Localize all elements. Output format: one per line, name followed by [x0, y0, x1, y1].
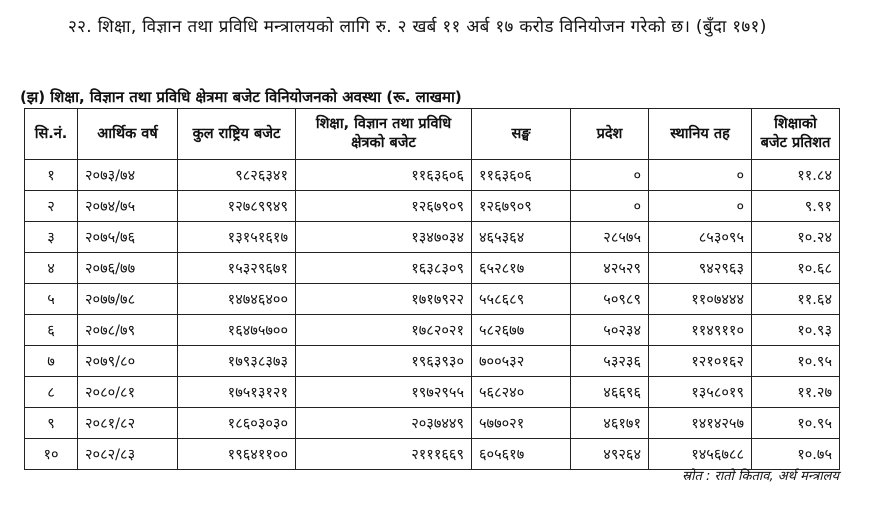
- table-cell: २०७८/७९: [78, 315, 178, 346]
- table-cell: ०: [571, 160, 649, 191]
- column-header: स्थानिय तह: [649, 109, 752, 160]
- table-cell: ६: [25, 315, 78, 346]
- table-cell: १३५८०१९: [649, 377, 752, 408]
- table-cell: १: [25, 160, 78, 191]
- table-cell: १२६७९०९: [472, 191, 571, 222]
- table-cell: १२६७९०९: [296, 191, 472, 222]
- table-cell: १७९३८३७३: [178, 346, 296, 377]
- table-row: [25, 284, 840, 315]
- table-cell: २०७४/७५: [78, 191, 178, 222]
- table-cell: १९७२९५५: [296, 377, 472, 408]
- table-cell: २०८०/८१: [78, 377, 178, 408]
- table-cell: ०: [571, 191, 649, 222]
- table-cell: १२१०१६२: [649, 346, 752, 377]
- table-cell: ६०५६१७: [472, 439, 571, 470]
- table-cell: ०: [649, 160, 752, 191]
- table-cell: ५३२३६: [571, 346, 649, 377]
- table-cell: ४६५३६४: [472, 222, 571, 253]
- table-cell: १०.६८: [752, 253, 840, 284]
- table-cell: ४९२६४: [571, 439, 649, 470]
- budget-allocation-table: [24, 108, 840, 470]
- table-cell: ५५८६८९: [472, 284, 571, 315]
- column-header: शिक्षाको बजेट प्रतिशत: [752, 109, 840, 160]
- table-cell: २०७९/८०: [78, 346, 178, 377]
- table-cell: १९६३९३०: [296, 346, 472, 377]
- table-cell: १०.२४: [752, 222, 840, 253]
- table-cell: ४२५२९: [571, 253, 649, 284]
- column-header: कुल राष्ट्रिय बजेट: [178, 109, 296, 160]
- table-cell: १६३८३०९: [296, 253, 472, 284]
- table-cell: २०८१/८२: [78, 408, 178, 439]
- table-row: [25, 346, 840, 377]
- table-cell: ४६१७१: [571, 408, 649, 439]
- table-cell: ११.६४: [752, 284, 840, 315]
- column-header: आर्थिक वर्ष: [78, 109, 178, 160]
- table-cell: ४६६९६: [571, 377, 649, 408]
- table-cell: २८५७५: [571, 222, 649, 253]
- table-cell: ७००५३२: [472, 346, 571, 377]
- table-row: [25, 439, 840, 470]
- table-cell: ५०२३४: [571, 315, 649, 346]
- table-cell: ५६८२४०: [472, 377, 571, 408]
- intro-paragraph: २२. शिक्षा, विज्ञान तथा प्रविधि मन्त्रालयको लागि रु. २ खर्ब ११ अर्ब १७ करोड विनियोजन गरेको छ। (बुँदा १७१): [68, 17, 767, 37]
- table-cell: ०: [649, 191, 752, 222]
- table-body: [25, 160, 840, 470]
- table-cell: ७: [25, 346, 78, 377]
- table-cell: १९६४११००: [178, 439, 296, 470]
- table-cell: १०: [25, 439, 78, 470]
- table-cell: २०८२/८३: [78, 439, 178, 470]
- table-cell: १०.९३: [752, 315, 840, 346]
- table-cell: ४: [25, 253, 78, 284]
- table-cell: ११.२७: [752, 377, 840, 408]
- table-cell: ११६३६०६: [472, 160, 571, 191]
- table-cell: ८: [25, 377, 78, 408]
- table-cell: १७८२०२१: [296, 315, 472, 346]
- column-header: सि.नं.: [25, 109, 78, 160]
- table-cell: २०७७/७८: [78, 284, 178, 315]
- table-cell: १०.९५: [752, 346, 840, 377]
- table-cell: ५८२६७७: [472, 315, 571, 346]
- table-cell: ११.८४: [752, 160, 840, 191]
- table-cell: ५०९८९: [571, 284, 649, 315]
- table-row: [25, 377, 840, 408]
- table-title: (झ) शिक्षा, विज्ञान तथा प्रविधि क्षेत्रमा बजेट विनियोजनको अवस्था (रू. लाखमा): [20, 88, 462, 106]
- table-cell: २०३७४४९: [296, 408, 472, 439]
- table-cell: ११६३६०६: [296, 160, 472, 191]
- column-header: प्रदेश: [571, 109, 649, 160]
- table-cell: २०७५/७६: [78, 222, 178, 253]
- table-cell: १४७४६४००: [178, 284, 296, 315]
- table-cell: १०.९५: [752, 408, 840, 439]
- table-cell: ९.९१: [752, 191, 840, 222]
- table-cell: १३१५१६१७: [178, 222, 296, 253]
- table-cell: ६५२८१७: [472, 253, 571, 284]
- table-header-row: [25, 109, 840, 160]
- table-cell: ११०७४४४: [649, 284, 752, 315]
- table-cell: १७५१३१२१: [178, 377, 296, 408]
- table-cell: १३४७०३४: [296, 222, 472, 253]
- table-cell: १६४७५७००: [178, 315, 296, 346]
- column-header: सङ्घ: [472, 109, 571, 160]
- table-row: [25, 160, 840, 191]
- table-cell: ५: [25, 284, 78, 315]
- column-header: शिक्षा, विज्ञान तथा प्रविधि क्षेत्रको बजेट: [296, 109, 472, 160]
- table-cell: ९: [25, 408, 78, 439]
- table-cell: ९८२६३४१: [178, 160, 296, 191]
- table-row: [25, 315, 840, 346]
- table-cell: ३: [25, 222, 78, 253]
- table-cell: १४१४२५७: [649, 408, 752, 439]
- table-cell: २०७३/७४: [78, 160, 178, 191]
- table-cell: २: [25, 191, 78, 222]
- source-note: स्रोत : रातो किताव, अर्थ मन्त्रालय: [682, 469, 839, 484]
- table-cell: १२७८९९४९: [178, 191, 296, 222]
- table-cell: ११४९११०: [649, 315, 752, 346]
- table-cell: १५३२९६७१: [178, 253, 296, 284]
- table-cell: ८५३०९५: [649, 222, 752, 253]
- table-cell: १८६०३०३०: [178, 408, 296, 439]
- table-cell: १०.७५: [752, 439, 840, 470]
- table-cell: २१११६६९: [296, 439, 472, 470]
- table-cell: १४५६७८८: [649, 439, 752, 470]
- table-cell: २०७६/७७: [78, 253, 178, 284]
- table-row: [25, 191, 840, 222]
- table-cell: १७१७९२२: [296, 284, 472, 315]
- table-row: [25, 222, 840, 253]
- table-row: [25, 253, 840, 284]
- table-cell: ५७७०२१: [472, 408, 571, 439]
- table-cell: ९४२९६३: [649, 253, 752, 284]
- table-row: [25, 408, 840, 439]
